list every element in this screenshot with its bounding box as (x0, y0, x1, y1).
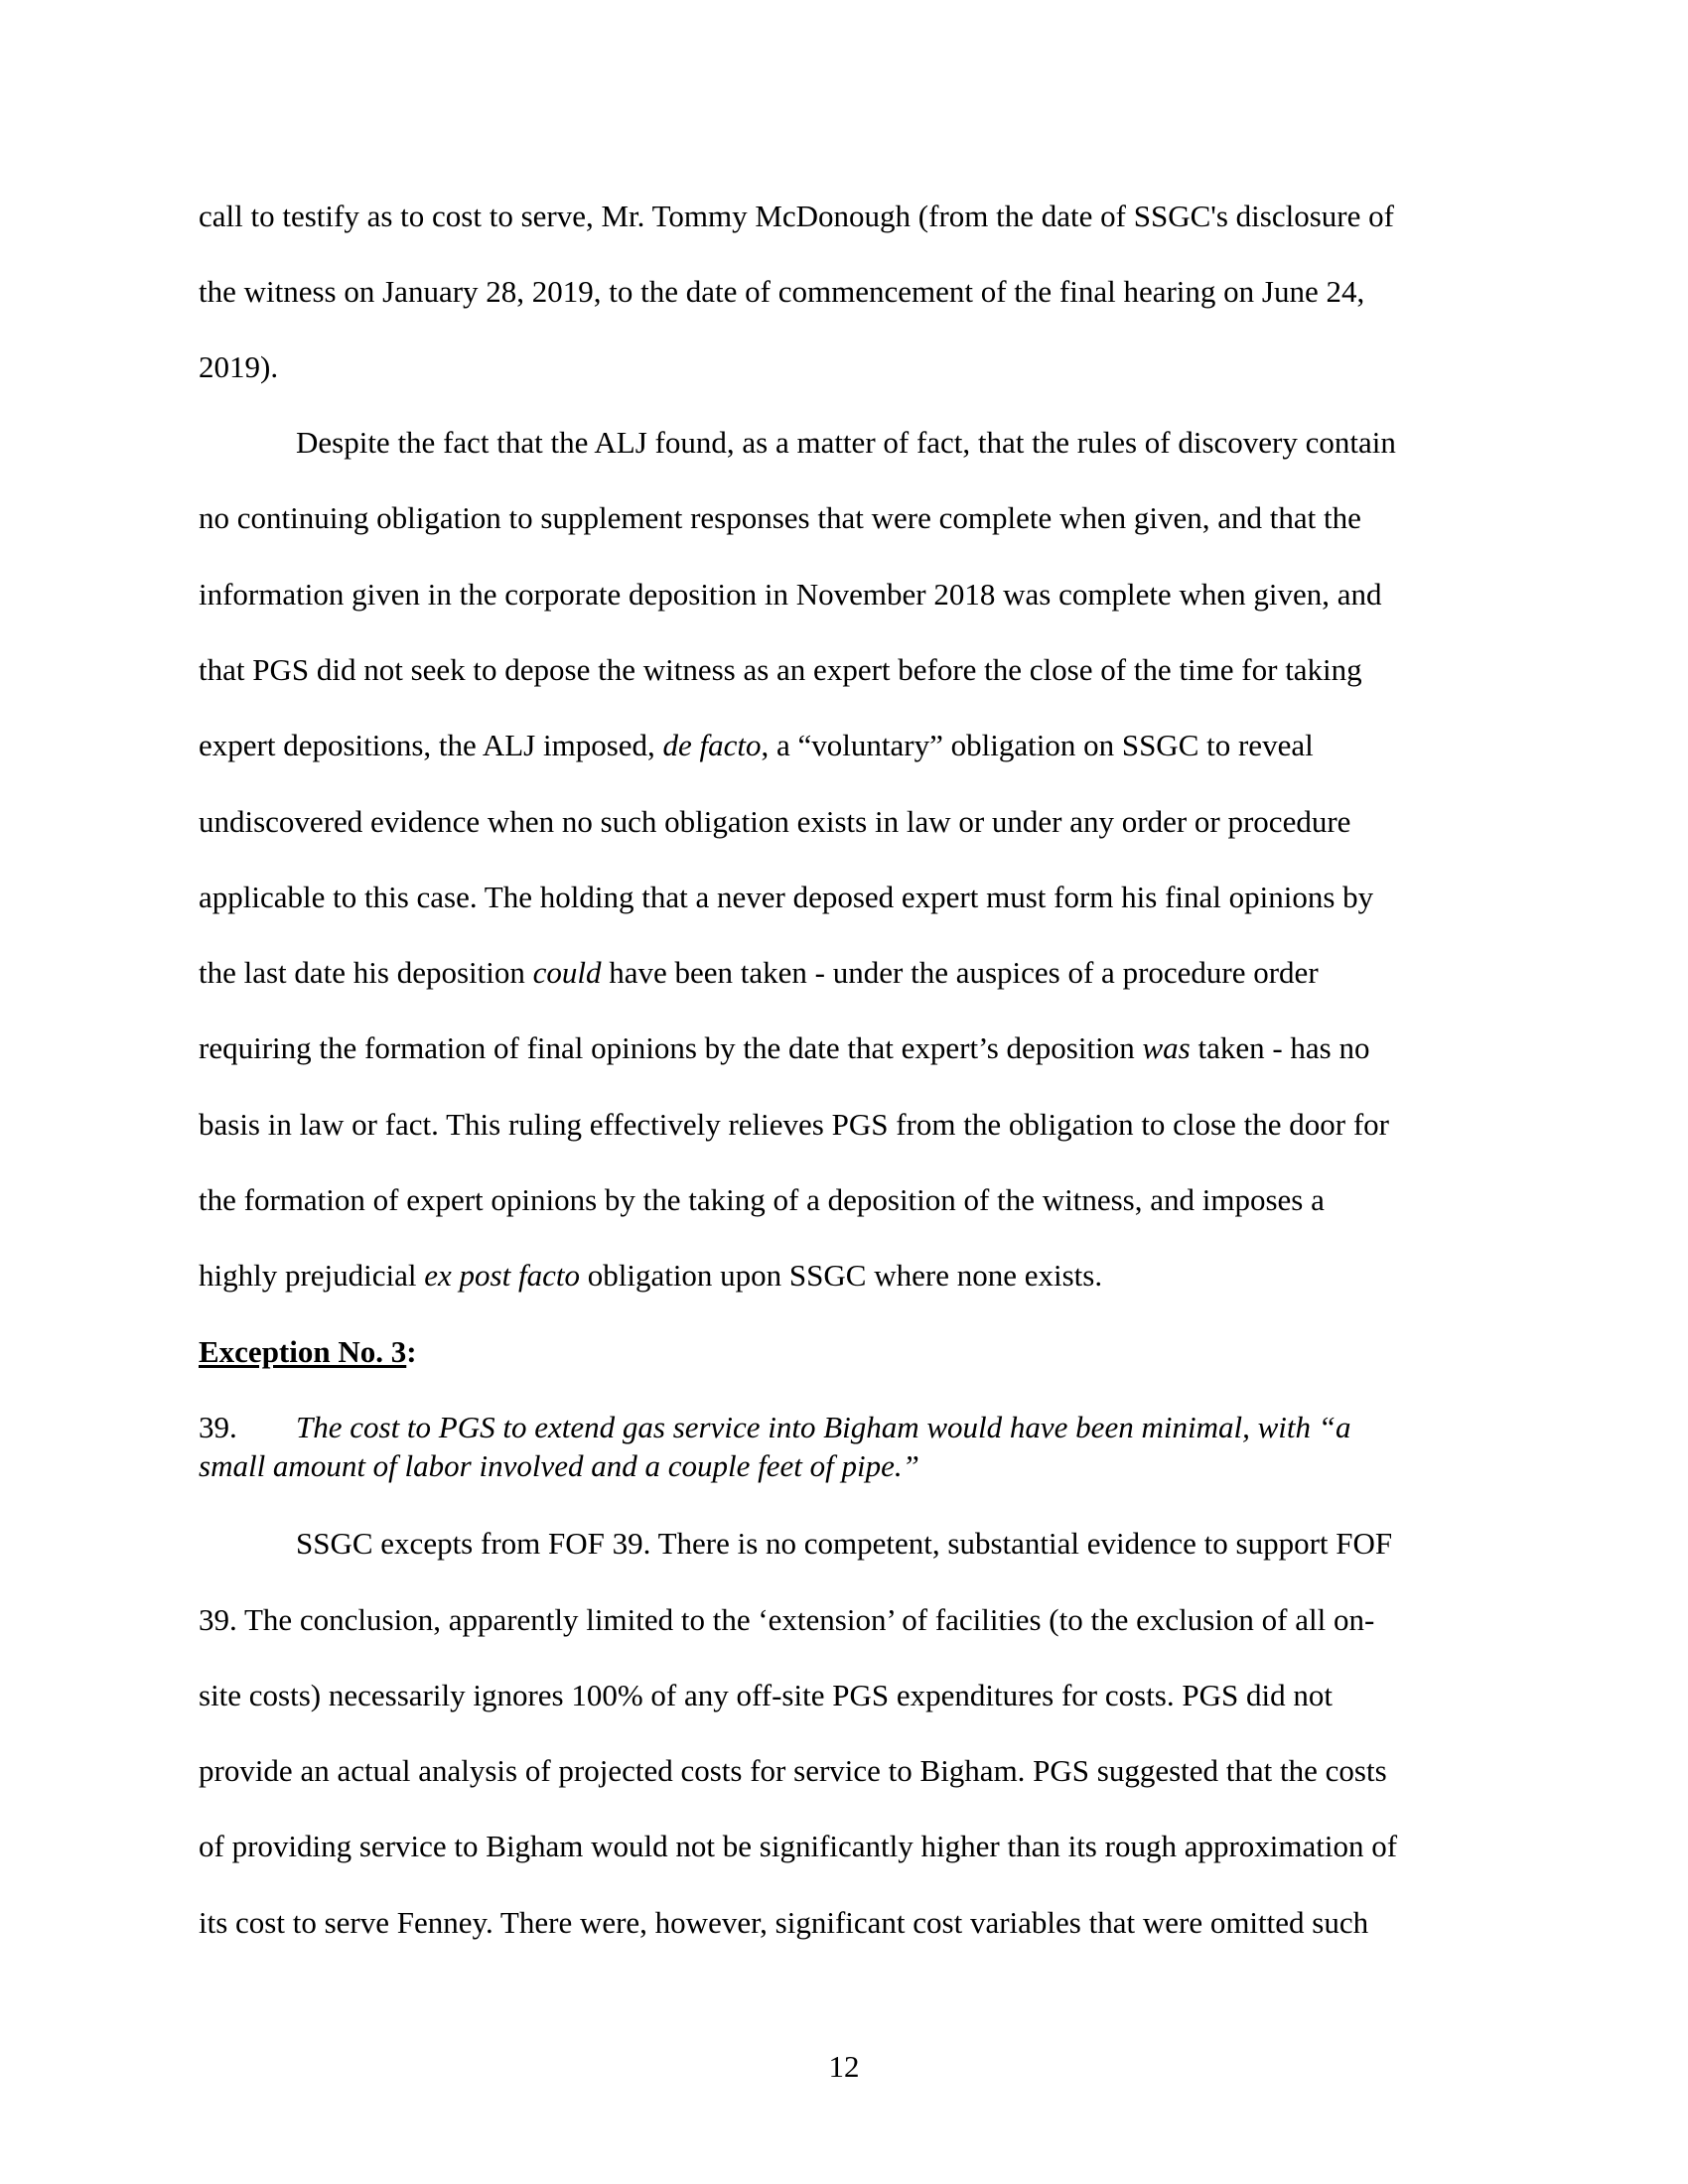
text-run: , a “voluntary” obligation on SSGC to reveal (761, 728, 1314, 762)
body-line: Despite the fact that the ALJ found, as a matter of fact, that the rules of discovery contain (296, 425, 1396, 460)
italic-term: ex post facto (424, 1258, 580, 1293)
body-line (199, 1256, 1102, 1296)
text-run: requiring the formation of final opinions by the date that expert’s deposition (199, 1030, 1143, 1065)
body-line (199, 1028, 1369, 1068)
italic-term: de facto (662, 728, 762, 762)
body-line: basis in law or fact. This ruling effectively relieves PGS from the obligation to close the door for (199, 1107, 1389, 1142)
body-line: site costs) necessarily ignores 100% of any off-site PGS expenditures for costs. PGS did not (199, 1678, 1333, 1712)
body-line: that PGS did not seek to depose the witness as an expert before the close of the time for taking (199, 652, 1362, 687)
body-line: its cost to serve Fenney. There were, however, significant cost variables that were omitted such (199, 1905, 1369, 1940)
page-number: 12 (828, 2049, 860, 2084)
text-run: obligation upon SSGC where none exists. (579, 1258, 1103, 1293)
fof-quote-text: The cost to PGS to extend gas service into Bigham would have been minimal, with “a (296, 1410, 1351, 1444)
fof-number: 39. (199, 1410, 237, 1444)
body-line: applicable to this case. The holding that a never deposed expert must form his final opinions by (199, 880, 1374, 914)
italic-term: was (1142, 1030, 1191, 1065)
body-line: the formation of expert opinions by the taking of a deposition of the witness, and imposes a (199, 1182, 1325, 1217)
body-line (199, 726, 1314, 765)
text-run: highly prejudicial (199, 1258, 425, 1293)
text-run: the last date his deposition (199, 955, 533, 990)
section-heading-colon: : (406, 1334, 417, 1369)
body-line: of providing service to Bigham would not be significantly higher than its rough approximation of (199, 1829, 1398, 1863)
italic-term: could (532, 955, 602, 990)
body-line: undiscovered evidence when no such obligation exists in law or under any order or procedure (199, 804, 1351, 839)
body-line: SSGC excepts from FOF 39. There is no competent, substantial evidence to support FOF (296, 1526, 1393, 1561)
fof-quote-line (199, 1408, 1350, 1447)
body-line: no continuing obligation to supplement responses that were complete when given, and that the (199, 500, 1361, 535)
body-line: 2019). (199, 349, 279, 384)
fof-quote-text: small amount of labor involved and a couple feet of pipe.” (199, 1448, 919, 1483)
fof-quote-line (199, 1446, 919, 1486)
text-run: taken - has no (1190, 1030, 1370, 1065)
body-line: the witness on January 28, 2019, to the date of commencement of the final hearing on June 24, (199, 274, 1365, 309)
section-heading (199, 1332, 417, 1372)
section-heading-text: Exception No. 3 (199, 1334, 407, 1369)
text-run: have been taken - under the auspices of a procedure order (601, 955, 1319, 990)
body-line: provide an actual analysis of projected costs for service to Bigham. PGS suggested that the costs (199, 1753, 1387, 1788)
body-line: 39. The conclusion, apparently limited to the ‘extension’ of facilities (to the exclusion of all on- (199, 1602, 1375, 1637)
body-line (199, 953, 1319, 993)
body-line: information given in the corporate deposition in November 2018 was complete when given, and (199, 577, 1382, 612)
body-line: call to testify as to cost to serve, Mr. Tommy McDonough (from the date of SSGC's disclosure of (199, 199, 1394, 233)
text-run: expert depositions, the ALJ imposed, (199, 728, 663, 762)
